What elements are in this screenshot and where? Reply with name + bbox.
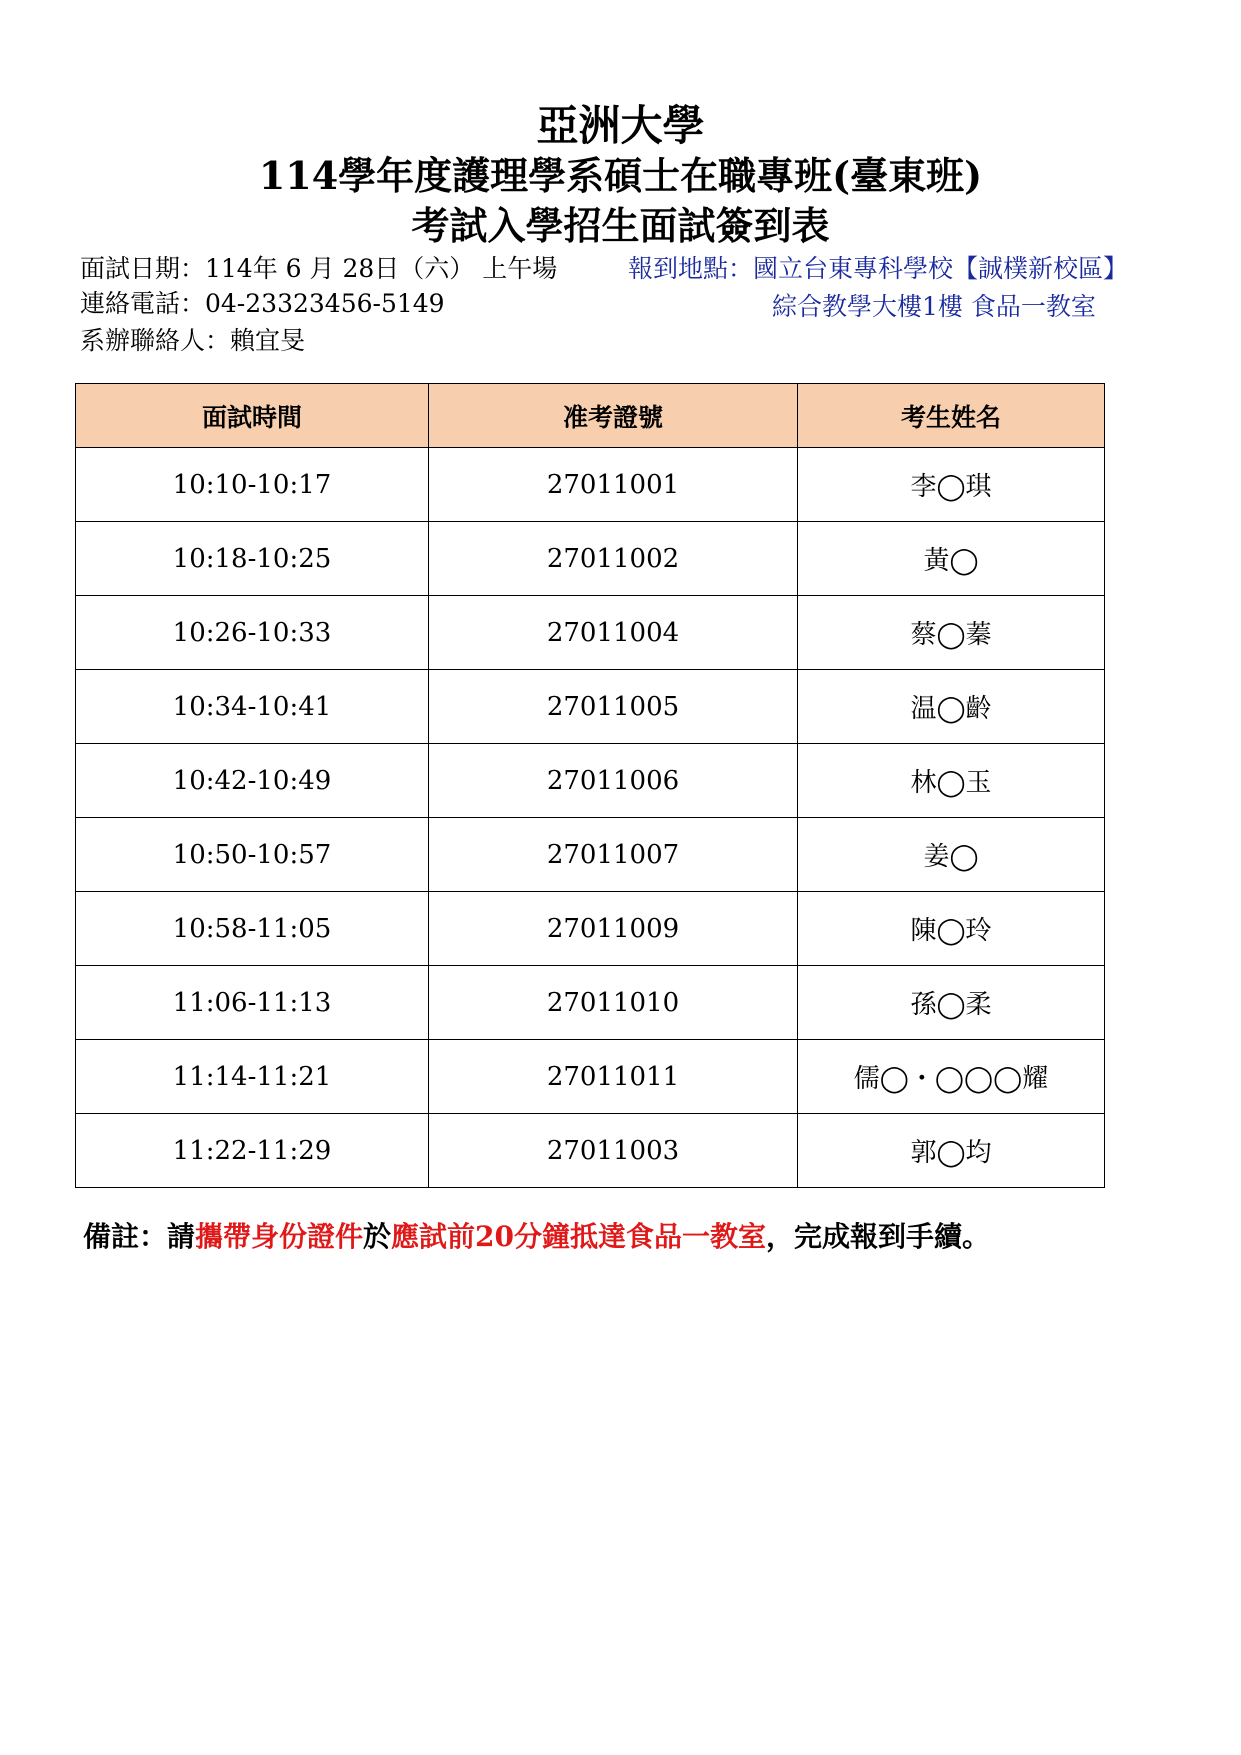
form-title: 考試入學招生面試簽到表	[411, 203, 830, 248]
interview-time-cell: 10:26-10:33	[76, 596, 429, 670]
interview-time-cell: 10:42-10:49	[76, 744, 429, 818]
header-admission-number: 准考證號	[429, 384, 798, 448]
candidate-name-cell: 儒◯・◯◯◯耀	[798, 1040, 1105, 1114]
program-title: 114學年度護理學系碩士在職專班(臺東班)	[258, 153, 983, 198]
table-row	[76, 818, 1105, 892]
admission-number-cell: 27011010	[429, 966, 798, 1040]
contact-phone: 連絡電話：04-23323456-5149	[80, 289, 445, 318]
interview-schedule-table	[75, 383, 1105, 1188]
table-row	[76, 1040, 1105, 1114]
note-bring-id: 攜帶身份證件	[195, 1220, 364, 1253]
interview-time-cell: 10:34-10:41	[76, 670, 429, 744]
candidate-name-cell: 温◯齡	[798, 670, 1105, 744]
table-row	[76, 966, 1105, 1040]
interview-time-cell: 10:50-10:57	[76, 818, 429, 892]
admission-number-cell: 27011005	[429, 670, 798, 744]
location-line1: 報到地點：國立台東專科學校【誠樸新校區】	[628, 254, 1129, 283]
candidate-name-cell: 姜◯	[798, 818, 1105, 892]
admission-number-cell: 27011004	[429, 596, 798, 670]
admission-number-cell: 27011009	[429, 892, 798, 966]
admission-number-cell: 27011002	[429, 522, 798, 596]
admission-number-cell: 27011006	[429, 744, 798, 818]
remarks-note	[83, 1217, 990, 1257]
note-suffix: ，完成報到手續。	[766, 1220, 991, 1253]
interview-time-cell: 11:06-11:13	[76, 966, 429, 1040]
table-row	[76, 1114, 1105, 1188]
candidate-name-cell: 黃◯	[798, 522, 1105, 596]
interview-time-cell: 10:18-10:25	[76, 522, 429, 596]
header-interview-time: 面試時間	[76, 384, 429, 448]
admission-number-cell: 27011001	[429, 448, 798, 522]
note-prefix: 備註：請	[83, 1220, 196, 1253]
candidate-name-cell: 郭◯均	[798, 1114, 1105, 1188]
note-middle: 於	[363, 1220, 392, 1253]
interview-time-cell: 11:14-11:21	[76, 1040, 429, 1114]
interview-time-cell: 10:58-11:05	[76, 892, 429, 966]
interview-date: 面試日期：114年 6 月 28日（六） 上午場	[80, 254, 558, 283]
candidate-name-cell: 李◯琪	[798, 448, 1105, 522]
table-row	[76, 744, 1105, 818]
table-row	[76, 448, 1105, 522]
admission-number-cell: 27011007	[429, 818, 798, 892]
interview-time-cell: 11:22-11:29	[76, 1114, 429, 1188]
header-candidate-name: 考生姓名	[798, 384, 1105, 448]
note-arrival-time: 應試前20分鐘抵達食品一教室	[391, 1220, 767, 1253]
candidate-name-cell: 蔡◯蓁	[798, 596, 1105, 670]
location-line2: 綜合教學大樓1樓 食品一教室	[772, 292, 1096, 321]
contact-person: 系辦聯絡人：賴宜旻	[80, 326, 306, 355]
interview-time-cell: 10:10-10:17	[76, 448, 429, 522]
table-header-row	[76, 384, 1105, 448]
admission-number-cell: 27011011	[429, 1040, 798, 1114]
admission-number-cell: 27011003	[429, 1114, 798, 1188]
university-title: 亞洲大學	[536, 101, 705, 150]
table-row	[76, 596, 1105, 670]
candidate-name-cell: 陳◯玲	[798, 892, 1105, 966]
candidate-name-cell: 林◯玉	[798, 744, 1105, 818]
table-row	[76, 892, 1105, 966]
candidate-name-cell: 孫◯柔	[798, 966, 1105, 1040]
table-row	[76, 670, 1105, 744]
table-row	[76, 522, 1105, 596]
